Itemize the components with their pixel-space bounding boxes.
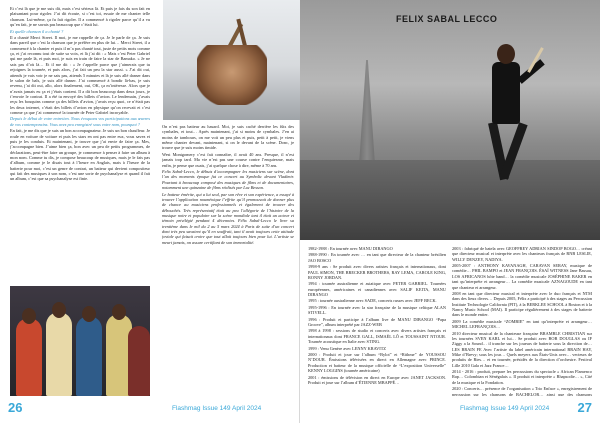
- paragraph: 2000 : Produit et joue sur l’album “Bylot” et “Rithme” de YOUSSOU N’DOUR. Émissions télévisées en direct en Allemagne avec PRINCE. Production et batteur de la musique officielle de “L’exposition Universelle” KENNY LOGGINS (tournée américaine): [308, 352, 446, 374]
- discography-column-2: [452, 246, 592, 396]
- paragraph: 2014 - 2016 : produit, prepare les percussions du spectacle « African Flamenco Rap… Colombian et Sénégalais ». Il produit et interprète « Rhapsodie… », Cité de la musique et la Fondation.: [452, 369, 592, 385]
- paragraph: 1998-9 ans : Se produit avec divers artistes français et internationaux, dont PAUL SIMON, THE BRECKER BROTHERS, RAY LEMA, CAROLE KING, RONNY JORDAN.: [308, 264, 446, 280]
- paragraph: 2009 La comédie musicale “ZOMBIE” en tant qu’interprète et arrangeur… MICHEL LEFRANÇOIS…: [452, 318, 592, 330]
- drummer-figure: [476, 40, 536, 190]
- paragraph: 2020 : Concerts… présence de l’organisation « Trio Enface », enregistrement de percussion sur les chansons de BACHELOR… ainsi que des chansons: [452, 386, 592, 396]
- paragraph: 2001 : émissions de télévision en direct en Europe avec JANET JACKSON. Produit et joue sur l’album d’ÉTIENNE MBAPPÉ…: [308, 374, 446, 385]
- magazine-issue-left: Flashmag Issue 149 April 2024: [172, 405, 262, 412]
- page-number-right: 27: [577, 400, 592, 415]
- paragraph: Et quelle chanson il a chanté ?: [10, 28, 64, 34]
- paragraph: 2010 directeur musical de la chanteuse française BRAMBLE CHRISTIAN sur les tournées SVEN KARL et lui… Se produit avec BOB DOUGLAS ou IF Ziggy a la Sound… il tranche sur les joueurs de batterie sous la direction de… LES BRAIN FE Avec l’artiste du label américain international BRAIN HAY, Mike d’Brevy; sous les jour… Quels meyers aux États-Unis avec… vecteurs de produits de Ries… et en tournée, présidés de la direction d’orchestre. Festival Lille 2010 Gala et Jazz France…: [452, 330, 592, 368]
- paragraph: 1995-1996 : En tournée avec la star française de la musique celtique ALAN STIVELL.: [308, 304, 446, 316]
- paragraph: 1995 : tournée australienne avec SADE, concerts russes avec JEFF BECK.: [308, 298, 437, 304]
- paragraph: 1994 : tournée australienne et asiatique avec PETER GABRIEL. Tournées européennes, américaines et canadiennes avec SALIF KEITA, MANU DIBANGO: [308, 281, 446, 298]
- paragraph: 2008 en tant que directeur musical et interprète avec le duo français et NTM dans des lieux divers… Depuis 2005, Félix a participé à des stages au Percussion Institute Technologie California (PIT), à la BERKLEE SCHOOL à Boston et à la Nancy Music School (MAI). Il participe régulièrement à des stages de batterie dans le monde entier.: [452, 290, 592, 318]
- paragraph: West Montgomery c’est fait connaître, il avait 40 ans. Presque, il n’est jamais trop tard. Ma vie n’est pas une course contre l’enquiesme, mais enfin, je pense que ouais, j’ai quelque chose à dire, même à 70 ans.: [162, 151, 294, 168]
- paragraph: 2003 : fabriqué de batela avec GEOFFREY ADRIAN SINDOP BOGO… créant que directeur musical et interprète avec les chanteurs français de RNB LESLIE, WILLY DENZEY, NADIYA.: [452, 246, 592, 262]
- paragraph: 1998 à 1998 : sessions de studio et concerts avec divers artistes français et internationaux dont FRANCE GALL, ISMAËL LÔ et TOUSSAINT NTOUR. Tournée acoustique en Italie avec STING.: [308, 328, 446, 345]
- left-footer: [8, 399, 22, 417]
- paragraph: Et c’est là que je me suis dit, mais c’est sérieux là. Et puis je fais du son fait en plaisantant pour rigoler. J’ai dit écoute, si c’est toi, essaie de me chanter telle chanson. Lui-même, ça fu fait rigoler. Il a commencé à rigoler parce qu’il a vu qu’en fait, je ne savais pas beaucoup que c’était lui.: [10, 6, 150, 28]
- musicians-group-photo: [10, 286, 150, 396]
- drummer-eiffel-tower-photo: [300, 0, 600, 240]
- drummer-hands-photo: [163, 0, 300, 120]
- magazine-issue-right: Flashmag Issue 149 April 2024: [460, 405, 550, 412]
- paragraph: 1999 : Venu Genère avec LENNY KRAVITZ: [308, 345, 386, 351]
- paragraph: On n’est pas batteur au hasard. Moi, je suis caché derrière les fûts des cymbales, et tout… Après maintenant, j’ai si moins de cymbales. J’en ai moins de tambours, on me voit un peu plus et puis, petit à petit, je viens même chanter devant, maintenant, si on le devant de la scène. Donc, je trouve que je suis moins timide.: [162, 124, 294, 151]
- paragraph: 1996 : Produit et participe à l’album live de MANU DIBANGO “Papa Groove”, album interprété par JAZZ-WEB: [308, 316, 446, 328]
- paragraph: Felix Sabal-Lecco, le débuts d’accompagner les musiciens sur scène, dont l’un des moments époque fut ce concert au Symbolic devant Vladimir. Pourtant à beaucoup composé des musiques de films et de documentaires, notamment une quinzaine de films réalisés par Luc Besson.: [162, 169, 294, 191]
- page-number-left: 26: [8, 400, 23, 415]
- paragraph: 1988-1990 : En tournée avec … en tant que directeur de la chanteur brésilien JAO BOSCO: [308, 252, 446, 263]
- paragraph: En fait, je me dis que je suis un bon accompagnateur. Je suis un bon chauffeur. Je roule en voiture de voiture et puis les stars en ont pas entre eux, vous savez et puis je les conduis. Et maintenant, je trouve que j’ai envie de faire ça. Mes, j’accompagne bien. J’aime bien ça, bon avec un peu de petits programmes, de déclarations, peut-être faire un groupe, je commence à penser à faire un album à mon nom. Comme tu dis, je compose beaucoup de musiques, mais je le fais pas d’album, comme je le disais tout à l’heure en Anglais, mais à l’heure de la batterie pour moi, c’est un genre de contrat, un batteur qui devient compositeur qui fait des musiques à son nom, c’est une sorte de psychanalyse et quand il fait un album, c’est que sa psychanalyse est finie.: [10, 128, 150, 182]
- paragraph: 2005-2007 : ANTHONY KAVANAGH, CARAVAN SERAY, musique de comédie… PHIL BAMPO et JEAN FRANÇOIS. ÉSAÏ WITNESS Jane Bassau, LOS AFRICANOS hôte band… la comédie musicale JOSÉPHINE BAKER en tant qu’interprète et arrangeur… La comédie musicale AZNAGOUDE en tant que chanteur et arrangeur.: [452, 263, 592, 290]
- right-page: [300, 0, 600, 423]
- photo-title: FELIX SABAL LECCO: [396, 14, 498, 24]
- paragraph: Il a chanté Merci Street. Il moi, je me rappelle de ça. Je le parle de ça. Je suis dans pareil que c’est la chanson que je préfère en plus de lui… Merci Street, il a commencé à la chanter et puis il m’a pas chanté tout, juste de petits mots comme ça, et j’ai reconnu tout de suite sa voix, et là j’ai dit : « Mais c’est Peter Gabriel qui me parle là, et puis moi, je suis en train de faire la star de Bamako. » Je ne sais pas d’où là… Et il me dit : « Je t’appelle parce que j’aimerais que tu rejoignes la tournée, et puis alors, j’ai fait un peu la star aussi. » J’ai dit oui, attends je vais voir je ne sais pas, attends 5 minutes et là je suis allé danser dans le salon de bals, je suis allé danser. J’ai commencé à bondir là-bas, je suis revenu, j’ai dit oui, allo, alors finalement, oui, OK, ça m’intéresse. Alors que je n’avais jamais eu ça et j’étais content. Il a dit bon beaucoup dans deux jours, je t’envoie le contrat. Il a été tu envoyé des billets d’avion. Le lendemain, j’avais reçu les bouquins comme ça des billets d’avion, j’avais reçu quoi, ce n’était pas les deux internet, c’était des billets d’avion en physique qu’on recevait et c’est comme ça que j’ai commencé la tournée de Peter Gabriel incroyable.: [10, 35, 150, 115]
- paragraph: Le batteur émérite, qui a lui seul, par son rêve et son expérience, a essayé à trouver l’application nouménique l’effrite qu’il promouvait de donner plus de chance au musiciens professionnels et également de trouver des débouchés. Très représentatif était au peu l’allégorie de l’histoire de la musique noire et populaire sur la scène mondiale tant il était un acteur et témoin privilégié pendant 4 décennies. Félix Sabal-Lecco le livre sa trentième dans le mil du 2 au 5 mars 2024 à Paris de suite d’un concert dont très peu savaient qu’il en souffrait, tant il avait toujours cette attitude joviale qui faisait croire que tout allait toujours bien pour lui. L’artiste se meurt jamais, on assure certifiant de son immortalité.: [162, 191, 294, 245]
- discography-column-1: [308, 246, 446, 396]
- paragraph: 1982-1988 : En tournée avec MANU DIBANGO: [308, 246, 393, 251]
- interview-column-2: [162, 124, 294, 274]
- paragraph: Depuis le début de votre entretien. Nous évoquons vos participations aux œuvres de vos contemporains. Vous avez peu enregistré sous votre nom, pourquoi ?: [10, 116, 150, 127]
